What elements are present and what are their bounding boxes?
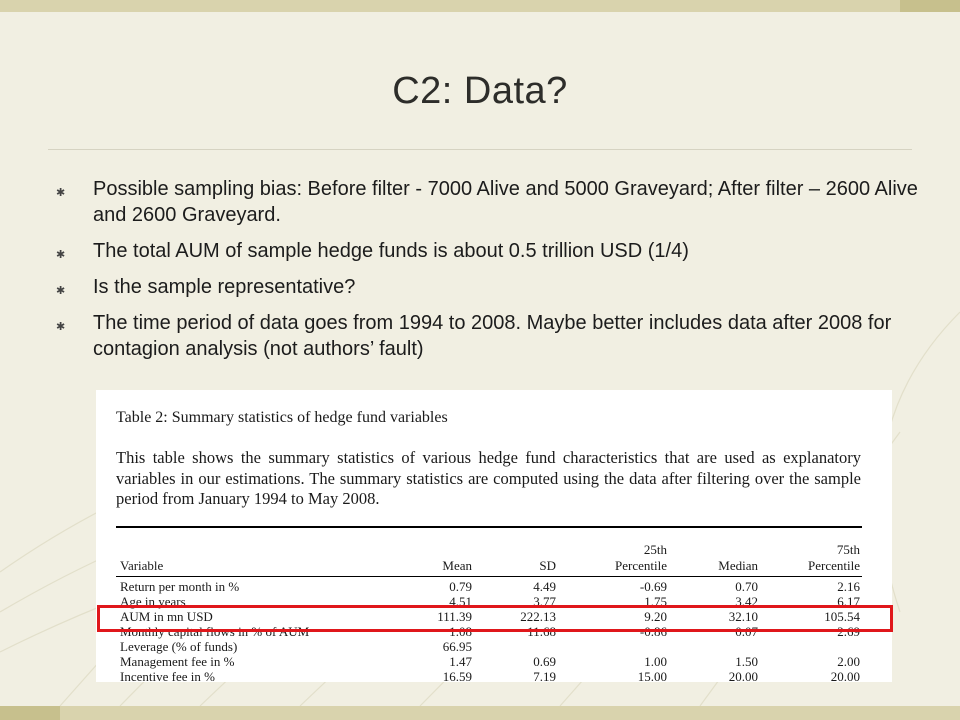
row-label: Incentive fee in %: [120, 669, 215, 682]
bottom-stripe: [0, 706, 960, 720]
header-cell: Percentile: [615, 558, 667, 573]
header-cell: 25th: [643, 542, 667, 557]
highlight-box: [97, 605, 893, 632]
table-cell: 15.00: [637, 669, 667, 682]
asterisk-icon: ✱: [56, 187, 66, 199]
table-cell: 66.95: [442, 639, 472, 654]
table-row: [116, 669, 862, 682]
table-cell: 6.17: [837, 594, 860, 609]
asterisk-icon: ✱: [56, 285, 66, 297]
table-cell: -0.86: [639, 624, 667, 639]
asterisk-icon: ✱: [56, 321, 66, 333]
table-description: This table shows the summary statistics of various hedge fund characteristics that are used as explanatory variables in our estimations. The summary statistics are computed using the data after filtering over the sample period from January 1994 to May 2008.: [116, 448, 861, 508]
table-header-rule: [116, 576, 862, 577]
table-cell: 105.54: [824, 609, 860, 624]
header-cell: Percentile: [808, 558, 860, 573]
table-cell: 7.19: [533, 669, 556, 682]
table-cell: 0.79: [449, 579, 472, 594]
table-cell: 111.39: [437, 609, 472, 624]
table-cell: 0.07: [735, 624, 758, 639]
table-cell: 222.13: [520, 609, 556, 624]
table-cell: 1.00: [644, 654, 667, 669]
table-cell: 1.08: [449, 624, 472, 639]
table-cell: 0.69: [533, 654, 556, 669]
table-cell: 11.68: [527, 624, 556, 639]
header-cell: SD: [539, 558, 556, 573]
row-label: Management fee in %: [120, 654, 235, 669]
table-cell: 2.16: [837, 579, 860, 594]
table-cell: -0.69: [639, 579, 667, 594]
table-cell: 2.69: [837, 624, 860, 639]
bullet-item: [56, 238, 926, 264]
row-label: Return per month in %: [120, 579, 240, 594]
table-cell: 1.75: [644, 594, 667, 609]
table-cell: 4.49: [533, 579, 556, 594]
table-header-row: [116, 558, 862, 574]
table-cell: 9.20: [644, 609, 667, 624]
table-row: [116, 639, 862, 655]
bullet-item: [56, 310, 926, 362]
header-cell: 75th: [836, 542, 860, 557]
top-stripe: [0, 0, 960, 12]
table-cell: 32.10: [728, 609, 758, 624]
asterisk-icon: ✱: [56, 249, 66, 261]
table-caption: Table 2: Summary statistics of hedge fund variables: [116, 409, 448, 426]
slide-title: C2: Data?: [392, 70, 568, 112]
bullet-text: The total AUM of sample hedge funds is about 0.5 trillion USD (1/4): [93, 240, 689, 262]
table-row: [116, 654, 862, 670]
table-top-rule: [116, 526, 862, 528]
row-label: AUM in mn USD: [120, 609, 213, 624]
table-cell: 20.00: [728, 669, 758, 682]
bullet-item: [56, 176, 926, 228]
table-cell: 20.00: [830, 669, 860, 682]
table-cell: 4.51: [449, 594, 472, 609]
table-cell: 3.77: [533, 594, 556, 609]
header-cell: Mean: [442, 558, 472, 573]
table-cell: 16.59: [442, 669, 472, 682]
table-cell: 2.00: [837, 654, 860, 669]
table-header-row-top: [116, 542, 862, 558]
table-cell: 0.70: [735, 579, 758, 594]
row-label: Age in years: [120, 594, 186, 609]
bullet-item: [56, 274, 926, 300]
table-cell: 1.50: [735, 654, 758, 669]
row-label: Leverage (% of funds): [120, 639, 238, 654]
bullet-text: The time period of data goes from 1994 to 2008. Maybe better includes data after 2008 for contagion analysis (not authors’ fault): [93, 312, 892, 360]
table-cell: 1.47: [449, 654, 472, 669]
title-divider: [48, 149, 912, 150]
table-cell: 3.42: [735, 594, 758, 609]
row-label: Monthly capital flows in % of AUM: [120, 624, 310, 639]
header-cell: Variable: [120, 558, 164, 573]
bullet-text: Is the sample representative?: [93, 276, 356, 298]
header-cell: Median: [718, 558, 758, 573]
bullet-text: Possible sampling bias: Before filter - 7000 Alive and 5000 Graveyard; After filter – 2600 Alive and 2600 Graveyard.: [93, 178, 918, 226]
bullet-list: [56, 176, 926, 372]
summary-statistics-table-figure: [96, 390, 892, 682]
table-row: [116, 579, 862, 595]
